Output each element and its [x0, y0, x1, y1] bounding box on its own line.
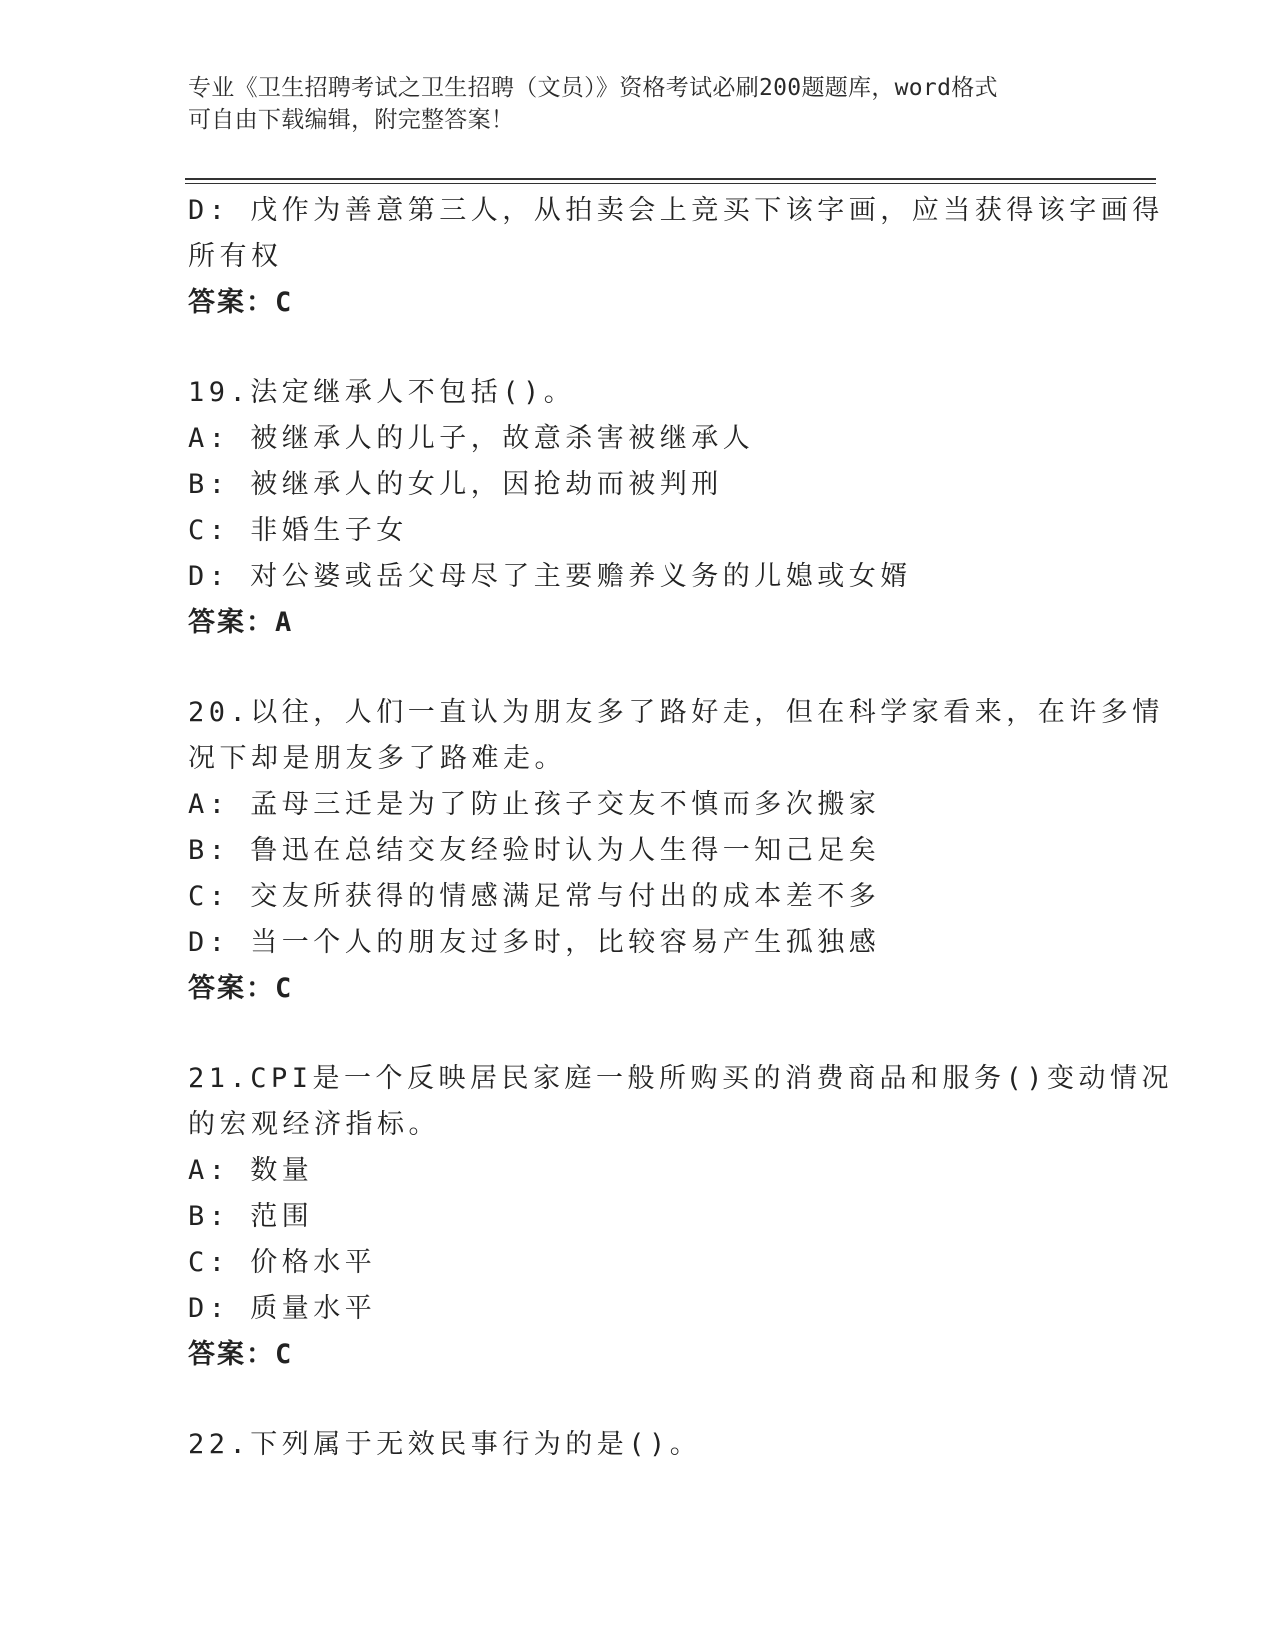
answer-line: 答案：C [188, 1339, 294, 1370]
option-b: B: 鲁迅在总结交友经验时认为人生得一知己足矣 [188, 835, 881, 866]
spacer [188, 326, 1088, 370]
answer-line: 答案：C [188, 287, 294, 318]
option-c: C: 交友所获得的情感满足常与付出的成本差不多 [188, 881, 881, 912]
spacer [188, 1012, 1088, 1056]
question-list [188, 188, 1174, 1468]
question-stem: 21.CPI是一个反映居民家庭一般所购买的消费商品和服务()变动情况 [188, 1063, 1174, 1094]
header-line-1: 专业《卫生招聘考试之卫生招聘（文员）》资格考试必刷200题题库，word格式 [188, 75, 998, 101]
header-divider-thick [185, 178, 1156, 180]
option-c: C: 非婚生子女 [188, 515, 408, 546]
option-line: D: 戊作为善意第三人，从拍卖会上竞买下该字画，应当获得该字画得 [188, 195, 1164, 226]
option-a: A: 被继承人的儿子，故意杀害被继承人 [188, 423, 755, 454]
question-21 [188, 1056, 1174, 1378]
header-divider-thin [185, 183, 1156, 184]
question-20 [188, 690, 1164, 1012]
option-d: D: 对公婆或岳父母尽了主要赡养义务的儿媳或女婿 [188, 561, 912, 592]
question-19 [188, 370, 1088, 646]
header-line-2: 可自由下载编辑，附完整答案！ [188, 107, 515, 133]
carry-over-question [188, 188, 1164, 326]
spacer [188, 1378, 1088, 1422]
option-c: C: 价格水平 [188, 1247, 377, 1278]
spacer [188, 646, 1088, 690]
option-b: B: 范围 [188, 1201, 314, 1232]
question-stem: 19.法定继承人不包括()。 [188, 377, 576, 408]
option-d: D: 当一个人的朋友过多时，比较容易产生孤独感 [188, 927, 881, 958]
question-stem: 22.下列属于无效民事行为的是()。 [188, 1429, 702, 1460]
question-stem: 20.以往，人们一直认为朋友多了路好走，但在科学家看来，在许多情 [188, 697, 1164, 728]
option-d: D: 质量水平 [188, 1293, 377, 1324]
question-stem: 况下却是朋友多了路难走。 [188, 743, 566, 774]
document-header [188, 72, 1078, 136]
option-a: A: 数量 [188, 1155, 314, 1186]
answer-line: 答案：A [188, 607, 294, 638]
question-22 [188, 1422, 1088, 1468]
answer-line: 答案：C [188, 973, 294, 1004]
question-stem: 的宏观经济指标。 [188, 1109, 440, 1140]
option-a: A: 孟母三迁是为了防止孩子交友不慎而多次搬家 [188, 789, 881, 820]
option-b: B: 被继承人的女儿，因抢劫而被判刑 [188, 469, 723, 500]
option-line: 所有权 [188, 241, 283, 272]
